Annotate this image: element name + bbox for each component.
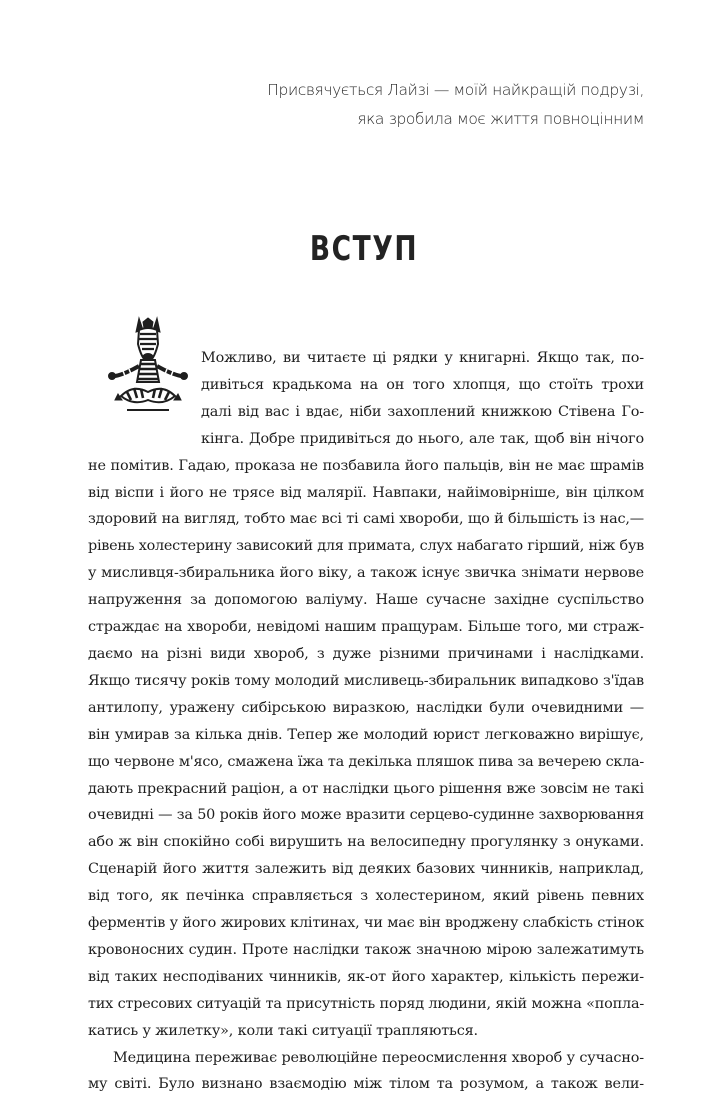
text-line: у мисливця-збиральника його віку, а також існує звичка знімати нервове (88, 565, 644, 582)
text-line: далі від вас і вдає, ніби захоплений книжкою Стівена Го- (201, 403, 644, 420)
text-line: від віспи і його не трясе від малярії. Навпаки, найімовірніше, він цілком (88, 484, 644, 501)
text-line: кровоносних судин. Проте наслідки також значною мірою залежатимуть (88, 941, 644, 958)
text-line: му світі. Було визнано взаємодію між тілом та розумом, а також вели- (88, 1076, 644, 1093)
text-line: даємо на різні види хвороб, з дуже різними причинами і наслідками. (88, 645, 644, 662)
text-line: від таких несподіваних чинників, як-от його характер, кількість пережи- (88, 968, 644, 985)
text-line: страждає на хвороби, невідомі нашим пращурам. Більше того, ми страж- (88, 619, 644, 636)
dedication (267, 76, 644, 134)
text-line: кінга. Добре придивіться до нього, але так, щоб він нічого (201, 430, 644, 447)
text-line: рівень холестерину зависокий для примата, слух набагато гірший, ніж був (88, 538, 644, 555)
dedication-line-2: яка зробила моє життя повноцінним (357, 110, 644, 128)
chapter-title: ВСТУП (309, 229, 419, 269)
dedication-line-1: Присвячується Лайзі — моїй найкращій подрузі, (267, 81, 644, 99)
text-line: від того, як печінка справляється з холестерином, який рівень певних (88, 888, 644, 905)
text-line: що червоне м'ясо, смажена їжа та декілька пляшок пива за вечерею скла- (88, 753, 644, 770)
text-line: він умирав за кілька днів. Тепер же молодий юрист легковажно вирішує, (88, 726, 644, 743)
text-line: антилопу, уражену сибірською виразкою, наслідки були очевидними — (88, 699, 644, 716)
text-line: Можливо, ви читаєте ці рядки у книгарні. Якщо так, по- (201, 350, 644, 366)
text-line: Медицина переживає революційне переосмислення хвороб у сучасно- (113, 1049, 644, 1066)
text-line: катись у жилетку», коли такі ситуації трапляються. (88, 1022, 478, 1039)
text-line: напруження за допомогою валіуму. Наше сучасне західне суспільство (88, 592, 644, 609)
text-line: Сценарій його життя залежить від деяких базових чинників, наприклад, (88, 861, 644, 878)
text-line: не помітив. Гадаю, проказа не позбавила його пальців, він не має шрамів (88, 457, 644, 474)
body-text (88, 345, 644, 1098)
text-line: тих стресових ситуацій та присутність поряд людини, якій можна «попла- (88, 995, 644, 1012)
text-line: очевидні — за 50 років його може вразити серцево-судинне захворювання (88, 807, 644, 824)
text-line: здоровий на вигляд, тобто має всі ті самі хвороби, що й більшість із нас,— (88, 511, 644, 528)
text-line: Якщо тисячу років тому молодий мисливець-збиральник випадково з'їдав (88, 672, 644, 689)
text-line: дивіться крадькома на он того хлопця, що стоїть трохи (201, 376, 644, 393)
text-line: або ж він спокійно собі вирушить на велосипедну прогулянку з онуками. (88, 834, 644, 851)
text-line: дають прекрасний раціон, а от наслідки цього рішення вже зовсім не такі (88, 780, 644, 797)
text-line: ферментів у його жирових клітинах, чи має він вроджену слабкість стінок (88, 915, 644, 932)
